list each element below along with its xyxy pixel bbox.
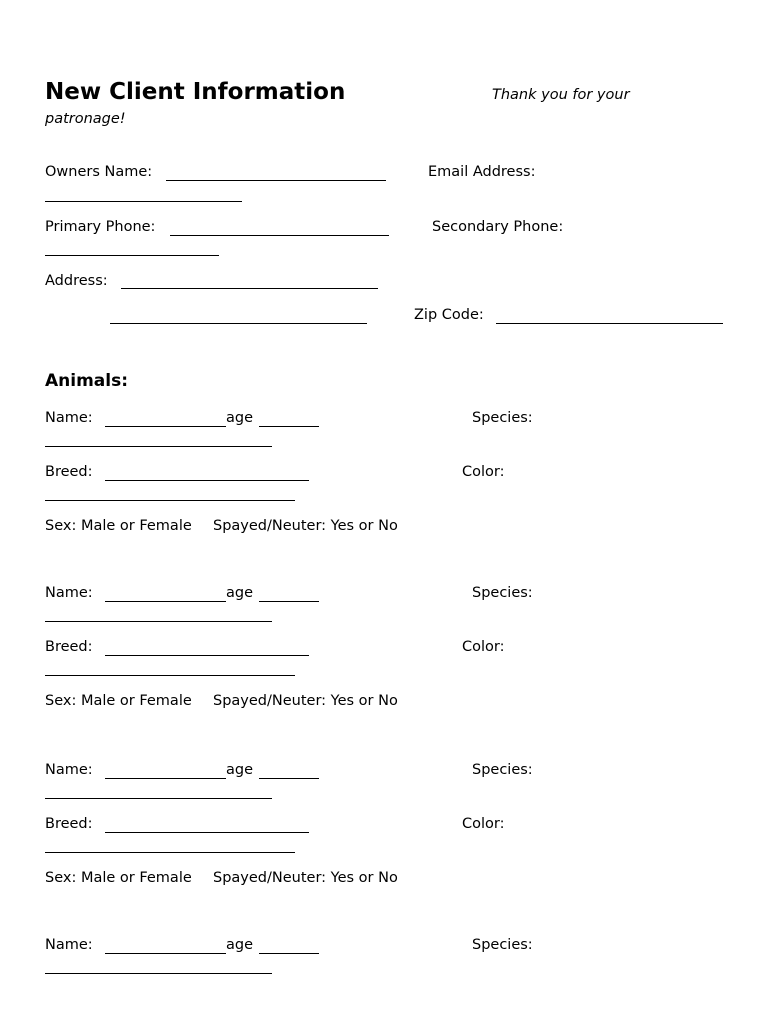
thank-you-text-continued: patronage!	[45, 111, 126, 127]
animal-name-label: Name:	[45, 937, 93, 953]
animal-age-label: age	[226, 410, 254, 426]
animal-sex-option: Sex: Male or Female	[45, 693, 192, 709]
primary-phone-label: Primary Phone:	[45, 219, 156, 235]
animal-species-label: Species:	[472, 585, 533, 601]
address-field-line2[interactable]	[110, 323, 367, 324]
page-title: New Client Information	[45, 79, 346, 105]
owners-name-label: Owners Name:	[45, 164, 153, 180]
animal-name-label: Name:	[45, 762, 93, 778]
animals-heading: Animals:	[45, 371, 129, 391]
animal-breed-field[interactable]	[105, 832, 309, 833]
owners-name-field[interactable]	[166, 180, 386, 181]
animal-color-field[interactable]	[45, 852, 295, 853]
animal-species-field[interactable]	[45, 973, 272, 974]
animal-species-field[interactable]	[45, 621, 272, 622]
animal-color-label: Color:	[462, 639, 505, 655]
animal-color-label: Color:	[462, 816, 505, 832]
animal-breed-label: Breed:	[45, 639, 93, 655]
animal-spayed-option: Spayed/Neuter: Yes or No	[213, 693, 398, 709]
animal-color-field[interactable]	[45, 500, 295, 501]
animal-sex-option: Sex: Male or Female	[45, 870, 192, 886]
animal-name-field[interactable]	[105, 953, 226, 954]
animal-age-field[interactable]	[259, 426, 319, 427]
animal-age-label: age	[226, 762, 254, 778]
animal-breed-label: Breed:	[45, 816, 93, 832]
zip-code-field[interactable]	[496, 323, 723, 324]
animal-age-field[interactable]	[259, 601, 319, 602]
animal-color-field[interactable]	[45, 675, 295, 676]
animal-breed-label: Breed:	[45, 464, 93, 480]
animal-name-label: Name:	[45, 585, 93, 601]
animal-breed-field[interactable]	[105, 655, 309, 656]
animal-age-field[interactable]	[259, 778, 319, 779]
email-address-label: Email Address:	[428, 164, 536, 180]
animal-name-field[interactable]	[105, 426, 226, 427]
email-address-field[interactable]	[45, 201, 242, 202]
animal-age-field[interactable]	[259, 953, 319, 954]
animal-color-label: Color:	[462, 464, 505, 480]
animal-spayed-option: Spayed/Neuter: Yes or No	[213, 870, 398, 886]
zip-code-label: Zip Code:	[414, 307, 484, 323]
secondary-phone-field[interactable]	[45, 255, 219, 256]
animal-species-field[interactable]	[45, 798, 272, 799]
animal-species-label: Species:	[472, 762, 533, 778]
animal-sex-option: Sex: Male or Female	[45, 518, 192, 534]
animal-species-field[interactable]	[45, 446, 272, 447]
animal-age-label: age	[226, 937, 254, 953]
animal-name-field[interactable]	[105, 778, 226, 779]
thank-you-text: Thank you for your	[492, 87, 630, 103]
address-label: Address:	[45, 273, 108, 289]
address-field-line1[interactable]	[121, 288, 378, 289]
animal-name-label: Name:	[45, 410, 93, 426]
animal-species-label: Species:	[472, 410, 533, 426]
animal-species-label: Species:	[472, 937, 533, 953]
secondary-phone-label: Secondary Phone:	[432, 219, 564, 235]
animal-breed-field[interactable]	[105, 480, 309, 481]
animal-age-label: age	[226, 585, 254, 601]
animal-spayed-option: Spayed/Neuter: Yes or No	[213, 518, 398, 534]
primary-phone-field[interactable]	[170, 235, 389, 236]
animal-name-field[interactable]	[105, 601, 226, 602]
